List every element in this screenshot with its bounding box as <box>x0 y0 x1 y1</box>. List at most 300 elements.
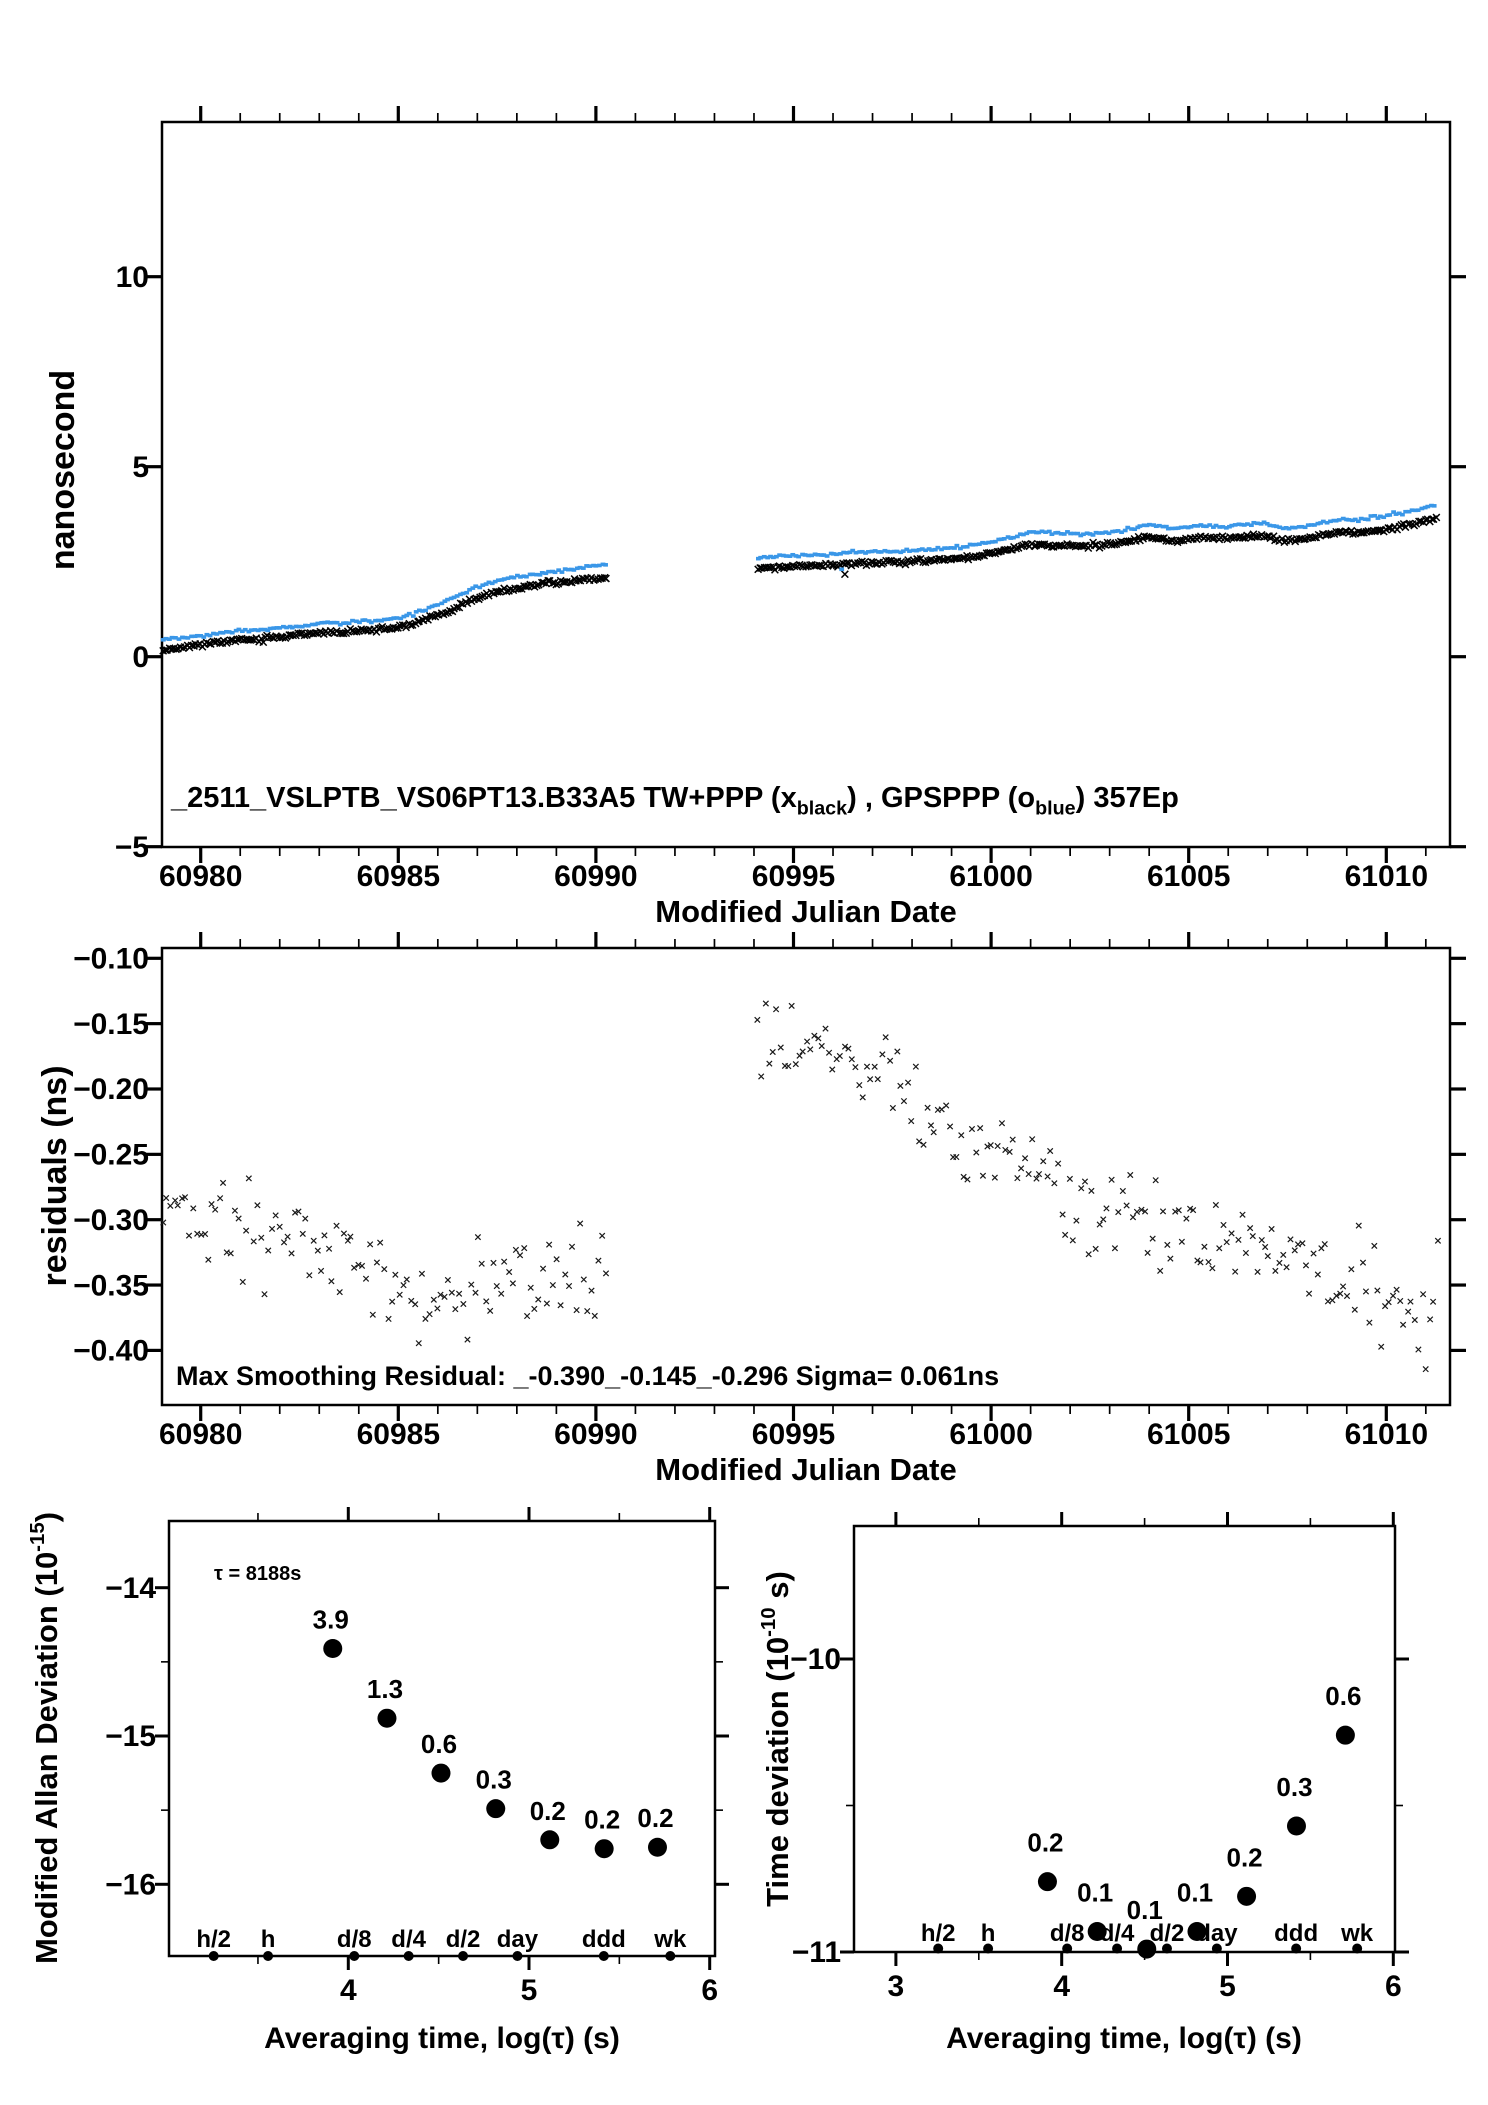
point-value-label: 0.2 <box>1027 1827 1064 1858</box>
x-marker <box>1130 1215 1135 1220</box>
x-marker <box>1124 1203 1129 1208</box>
x-marker <box>1160 1209 1165 1214</box>
x-marker <box>522 1245 527 1250</box>
x-marker <box>1390 1293 1395 1298</box>
x-marker <box>337 1289 342 1294</box>
axes-frame <box>162 122 1450 847</box>
data-point <box>648 1838 667 1857</box>
x-marker <box>172 1198 177 1203</box>
x-marker <box>1145 1250 1150 1255</box>
data-point <box>431 1764 450 1783</box>
x-marker <box>1116 1209 1121 1214</box>
x-marker <box>1213 1202 1218 1207</box>
x-marker <box>755 1017 760 1022</box>
x-marker <box>1089 1188 1094 1193</box>
x-marker <box>1240 1212 1245 1217</box>
x-marker <box>901 1098 906 1103</box>
tau-category-label: h <box>260 1926 276 1953</box>
x-marker <box>1349 1267 1354 1272</box>
y-tick-label: −0.20 <box>73 1073 149 1107</box>
tau-category-label: d/2 <box>1149 1920 1185 1947</box>
x-tick-label: 61010 <box>1344 1418 1429 1451</box>
tau-category-label: h/2 <box>196 1926 232 1953</box>
x-marker <box>524 1313 529 1318</box>
tau-category-label: day <box>496 1926 539 1953</box>
x-marker <box>329 1279 334 1284</box>
x-marker <box>389 1299 394 1304</box>
x-tick-label: 60980 <box>158 1418 243 1451</box>
x-axis-title: Modified Julian Date <box>655 894 957 929</box>
x-marker <box>913 1064 918 1069</box>
x-tick-label: 60995 <box>751 860 836 893</box>
x-marker <box>1435 1238 1440 1243</box>
x-marker <box>431 1297 436 1302</box>
x-marker <box>191 1206 196 1211</box>
x-marker <box>995 1143 1000 1148</box>
x-marker <box>1427 1317 1432 1322</box>
x-marker <box>1292 1248 1297 1253</box>
x-marker <box>1112 1246 1117 1251</box>
data-point <box>1287 1817 1306 1836</box>
data-point <box>1336 1726 1355 1745</box>
x-marker <box>1052 1181 1057 1186</box>
x-marker <box>1405 1309 1410 1314</box>
y-tick-label: −0.40 <box>73 1334 149 1368</box>
x-marker <box>921 1142 926 1147</box>
y-axis-title: Time deviation ($10^{-10}$ s) <box>756 1571 795 1907</box>
y-tick-label: 10 <box>115 260 149 294</box>
x-marker <box>240 1279 245 1284</box>
axes-frame <box>162 948 1450 1405</box>
x-marker <box>377 1240 382 1245</box>
x-marker <box>404 1277 409 1282</box>
tau-category-label: wk <box>654 1926 687 1953</box>
x-marker <box>758 1074 763 1079</box>
x-marker <box>566 1283 571 1288</box>
x-marker <box>898 1083 903 1088</box>
x-marker <box>517 1253 522 1258</box>
x-marker <box>823 1026 828 1031</box>
x-marker <box>1070 1238 1075 1243</box>
x-marker <box>1206 1259 1211 1264</box>
x-marker <box>1062 1232 1067 1237</box>
x-marker <box>266 1248 271 1253</box>
tau-category-label: wk <box>1341 1920 1374 1947</box>
x-marker <box>1109 1177 1114 1182</box>
x-marker <box>1394 1287 1399 1292</box>
x-marker <box>943 1103 948 1108</box>
x-marker <box>374 1260 379 1265</box>
x-marker <box>367 1242 372 1247</box>
x-marker <box>1029 1136 1034 1141</box>
x-marker <box>220 1180 225 1185</box>
tau-category-label: d/4 <box>391 1926 426 1953</box>
y-tick-label: −15 <box>105 1720 156 1754</box>
x-marker <box>246 1176 251 1181</box>
x-tick-label: 61005 <box>1146 1418 1231 1451</box>
x-tick-label: 61010 <box>1344 860 1429 893</box>
x-tick-label: 3 <box>887 1970 905 2003</box>
data-point <box>377 1709 396 1728</box>
x-marker <box>255 1203 260 1208</box>
x-marker <box>819 1043 824 1048</box>
axis-ticks <box>146 932 1466 1421</box>
x-marker <box>300 1231 305 1236</box>
x-marker <box>1224 1239 1229 1244</box>
x-marker <box>786 1063 791 1068</box>
panel-modified-allan-deviation <box>26 1507 729 2055</box>
x-marker <box>778 1045 783 1050</box>
data-point <box>486 1799 505 1818</box>
x-marker <box>453 1306 458 1311</box>
x-marker <box>491 1260 496 1265</box>
x-marker <box>1259 1237 1264 1242</box>
x-marker <box>1086 1252 1091 1257</box>
x-marker <box>532 1306 537 1311</box>
x-marker <box>202 1231 207 1236</box>
point-value-label: 1.3 <box>366 1674 404 1705</box>
x-marker <box>494 1283 499 1288</box>
y-tick-label: −0.10 <box>73 942 149 976</box>
x-marker <box>1128 1172 1133 1177</box>
o-marker <box>603 563 608 567</box>
x-marker <box>281 1240 286 1245</box>
x-marker <box>928 1123 933 1128</box>
x-marker <box>1041 1159 1046 1164</box>
x-marker <box>1015 1175 1020 1180</box>
x-marker <box>1420 1292 1425 1297</box>
o-marker <box>1366 518 1371 522</box>
x-marker <box>449 1290 454 1295</box>
panel-smoothing-residuals <box>36 932 1466 1487</box>
x-marker <box>954 1154 959 1159</box>
x-marker <box>1269 1226 1274 1231</box>
x-marker <box>465 1337 470 1342</box>
point-value-label: 0.6 <box>420 1729 458 1760</box>
x-marker <box>773 1007 778 1012</box>
x-marker <box>599 1233 604 1238</box>
x-marker <box>1400 1322 1405 1327</box>
x-marker <box>175 1203 180 1208</box>
x-marker <box>536 1297 541 1302</box>
x-marker <box>1055 1161 1060 1166</box>
x-tick-label: 4 <box>339 1974 357 2007</box>
x-marker <box>1386 1299 1391 1304</box>
o-marker <box>1027 530 1032 534</box>
x-marker <box>401 1282 406 1287</box>
x-marker <box>1344 1293 1349 1298</box>
x-marker <box>322 1233 327 1238</box>
x-marker <box>1356 1223 1361 1228</box>
x-marker <box>883 1035 888 1040</box>
tau-note: τ = 8188s <box>214 1563 302 1585</box>
tau-category-label: h/2 <box>920 1920 956 1947</box>
x-marker <box>550 1282 555 1287</box>
x-marker <box>1243 1250 1248 1255</box>
series-residuals <box>161 1001 1441 1372</box>
point-value-label: 0.6 <box>1325 1681 1362 1712</box>
o-marker <box>369 621 374 625</box>
x-marker <box>864 1064 869 1069</box>
x-marker <box>506 1269 511 1274</box>
x-marker <box>880 1052 885 1057</box>
x-marker <box>473 1290 478 1295</box>
x-marker <box>510 1281 515 1286</box>
o-marker <box>1138 524 1143 528</box>
x-marker <box>1375 1288 1380 1293</box>
x-marker <box>1277 1260 1282 1265</box>
x-marker <box>499 1291 504 1296</box>
y-tick-label: −0.15 <box>73 1007 149 1041</box>
x-marker <box>479 1261 484 1266</box>
deviation-points <box>313 1605 674 1859</box>
x-marker <box>1047 1148 1052 1153</box>
x-marker <box>905 1080 910 1085</box>
x-marker <box>890 1105 895 1110</box>
x-tick-label: 60995 <box>751 1418 836 1451</box>
tau-category-label: d/8 <box>336 1926 372 1953</box>
x-marker <box>592 1313 597 1318</box>
x-marker <box>1045 1174 1050 1179</box>
x-marker <box>303 1216 308 1221</box>
x-marker <box>513 1247 518 1252</box>
x-marker <box>236 1216 241 1221</box>
x-marker <box>1378 1344 1383 1349</box>
data-point <box>1038 1872 1057 1891</box>
x-marker <box>857 1082 862 1087</box>
x-marker <box>1288 1237 1293 1242</box>
y-tick-label: −16 <box>105 1868 156 1902</box>
x-marker <box>1168 1256 1173 1261</box>
x-marker <box>386 1316 391 1321</box>
x-marker <box>1311 1251 1316 1256</box>
x-marker <box>841 571 848 578</box>
x-marker <box>341 1231 346 1236</box>
panel-time-deviation <box>757 1512 1409 2055</box>
x-marker <box>427 1311 432 1316</box>
x-marker <box>212 1207 217 1212</box>
x-marker <box>589 1288 594 1293</box>
o-marker <box>411 614 416 618</box>
x-marker <box>577 1221 582 1226</box>
x-marker <box>1352 1307 1357 1312</box>
x-marker <box>334 1223 339 1228</box>
x-marker <box>1236 1237 1241 1242</box>
x-tick-label: 5 <box>1219 1970 1236 2003</box>
y-axis-title: residuals (ns) <box>36 1065 74 1287</box>
o-marker <box>839 568 844 572</box>
x-marker <box>1202 1244 1207 1249</box>
tau-category-label: d/2 <box>445 1926 481 1953</box>
x-marker <box>1322 1241 1327 1246</box>
x-marker <box>1093 1246 1098 1251</box>
x-marker <box>1210 1266 1215 1271</box>
x-marker <box>1067 1176 1072 1181</box>
x-tick-label: 61000 <box>949 860 1033 893</box>
series-tw-ppp <box>160 514 1440 654</box>
o-marker <box>1432 504 1437 508</box>
tau-category-label: ddd <box>1274 1920 1319 1947</box>
x-marker <box>826 1050 831 1055</box>
x-marker <box>228 1251 233 1256</box>
x-marker <box>853 1064 858 1069</box>
x-marker <box>326 1246 331 1251</box>
x-marker <box>1217 1246 1222 1251</box>
x-marker <box>1262 1244 1267 1249</box>
point-value-label: 3.9 <box>312 1604 349 1635</box>
x-marker <box>484 1299 489 1304</box>
residual-annotation: Max Smoothing Residual: _-0.390_-0.145_-0.296 Sigma= 0.061ns <box>176 1361 1000 1391</box>
x-marker <box>1018 1166 1023 1171</box>
point-value-label: 0.1 <box>1077 1877 1114 1908</box>
point-value-label: 0.2 <box>584 1804 621 1835</box>
x-marker <box>808 1047 813 1052</box>
x-marker <box>1372 1243 1377 1248</box>
x-marker <box>1315 1272 1320 1277</box>
x-marker <box>849 1057 854 1062</box>
x-marker <box>1340 1284 1345 1289</box>
x-tick-label: 60985 <box>356 860 441 893</box>
x-marker <box>1079 1186 1084 1191</box>
x-marker <box>1120 1188 1125 1193</box>
x-marker <box>1398 1298 1403 1303</box>
point-value-label: 0.1 <box>1126 1895 1163 1926</box>
x-marker <box>574 1307 579 1312</box>
x-marker <box>793 1061 798 1066</box>
x-marker <box>1150 1236 1155 1241</box>
x-marker <box>475 1234 480 1239</box>
x-marker <box>867 1077 872 1082</box>
x-tick-label: 60990 <box>554 860 638 893</box>
x-marker <box>1082 1179 1087 1184</box>
x-marker <box>186 1233 191 1238</box>
x-marker <box>315 1248 320 1253</box>
x-marker <box>1097 1222 1102 1227</box>
x-tick-label: 6 <box>1384 1970 1402 2003</box>
axis-ticks <box>840 1512 1409 1966</box>
x-marker <box>1179 1239 1184 1244</box>
x-tick-label: 4 <box>1053 1970 1071 2003</box>
x-marker <box>800 1049 805 1054</box>
x-marker <box>1101 1217 1106 1222</box>
tau-category-label: h <box>980 1920 996 1947</box>
x-marker <box>1284 1265 1289 1270</box>
x-marker <box>277 1224 282 1229</box>
x-marker <box>217 1196 222 1201</box>
x-marker <box>397 1292 402 1297</box>
x-marker <box>767 1061 772 1066</box>
x-marker <box>992 1175 997 1180</box>
x-marker <box>501 1259 506 1264</box>
data-point <box>595 1839 614 1858</box>
x-marker <box>837 1053 842 1058</box>
x-tick-label: 60980 <box>158 860 243 893</box>
x-marker <box>445 1277 450 1282</box>
x-marker <box>311 1238 316 1243</box>
x-marker <box>1303 1263 1308 1268</box>
x-tick-label: 61005 <box>1146 860 1231 893</box>
x-marker <box>1157 1268 1162 1273</box>
x-marker <box>563 1272 568 1277</box>
x-marker <box>416 1341 421 1346</box>
x-marker <box>461 1301 466 1306</box>
x-marker <box>289 1251 294 1256</box>
point-value-label: 0.2 <box>1226 1842 1263 1873</box>
x-marker <box>569 1244 574 1249</box>
x-marker <box>1363 1289 1368 1294</box>
x-marker <box>456 1291 461 1296</box>
x-marker <box>895 1049 900 1054</box>
series-gpsppp <box>161 504 1437 642</box>
y-tick-label: 5 <box>132 450 149 484</box>
x-marker <box>546 1242 551 1247</box>
x-marker <box>1074 1218 1079 1223</box>
x-marker <box>206 1257 211 1262</box>
x-axis-title: Modified Julian Date <box>655 1452 957 1487</box>
x-marker <box>974 1150 979 1155</box>
x-marker <box>285 1234 290 1239</box>
x-marker <box>1022 1156 1027 1161</box>
x-marker <box>363 1276 368 1281</box>
x-marker <box>1306 1291 1311 1296</box>
x-marker <box>1300 1241 1305 1246</box>
y-tick-label: −0.35 <box>73 1269 149 1303</box>
x-marker <box>1026 1171 1031 1176</box>
x-marker <box>370 1312 375 1317</box>
x-marker <box>1229 1231 1234 1236</box>
x-marker <box>1010 1137 1015 1142</box>
data-point <box>323 1639 342 1658</box>
x-marker <box>544 1301 549 1306</box>
x-marker <box>1281 1252 1286 1257</box>
point-value-label: 0.1 <box>1176 1877 1214 1908</box>
x-marker <box>413 1302 418 1307</box>
x-marker <box>168 1203 173 1208</box>
x-marker <box>232 1208 237 1213</box>
x-marker <box>596 1258 601 1263</box>
point-value-label: 0.3 <box>475 1764 512 1795</box>
panel-time-transfer-comparison <box>44 106 1466 929</box>
point-value-label: 0.2 <box>529 1795 566 1826</box>
x-marker <box>540 1266 545 1271</box>
x-marker <box>273 1213 278 1218</box>
x-marker <box>1295 1242 1300 1247</box>
x-marker <box>797 1053 802 1058</box>
o-marker <box>363 618 368 622</box>
y-tick-label: 0 <box>132 640 149 674</box>
x-marker <box>382 1266 387 1271</box>
x-marker <box>1416 1347 1421 1352</box>
x-tick-label: 61000 <box>949 1418 1033 1451</box>
x-marker <box>959 1133 964 1138</box>
x-marker <box>872 1064 877 1069</box>
x-marker <box>1408 1299 1413 1304</box>
tau-category-label: day <box>1196 1920 1238 1947</box>
x-tick-label: 6 <box>701 1974 719 2007</box>
x-marker <box>581 1277 586 1282</box>
x-marker <box>243 1228 248 1233</box>
x-marker <box>419 1271 424 1276</box>
x-marker <box>163 1195 168 1200</box>
tau-category-label: ddd <box>581 1926 626 1953</box>
x-axis-title: Averaging time, log(τ) (s) <box>946 2022 1302 2055</box>
x-marker <box>875 1076 880 1081</box>
y-tick-label: −0.30 <box>73 1203 149 1237</box>
x-marker <box>931 1130 936 1135</box>
x-marker <box>1423 1366 1428 1371</box>
x-marker <box>887 1058 892 1063</box>
x-marker <box>770 1049 775 1054</box>
